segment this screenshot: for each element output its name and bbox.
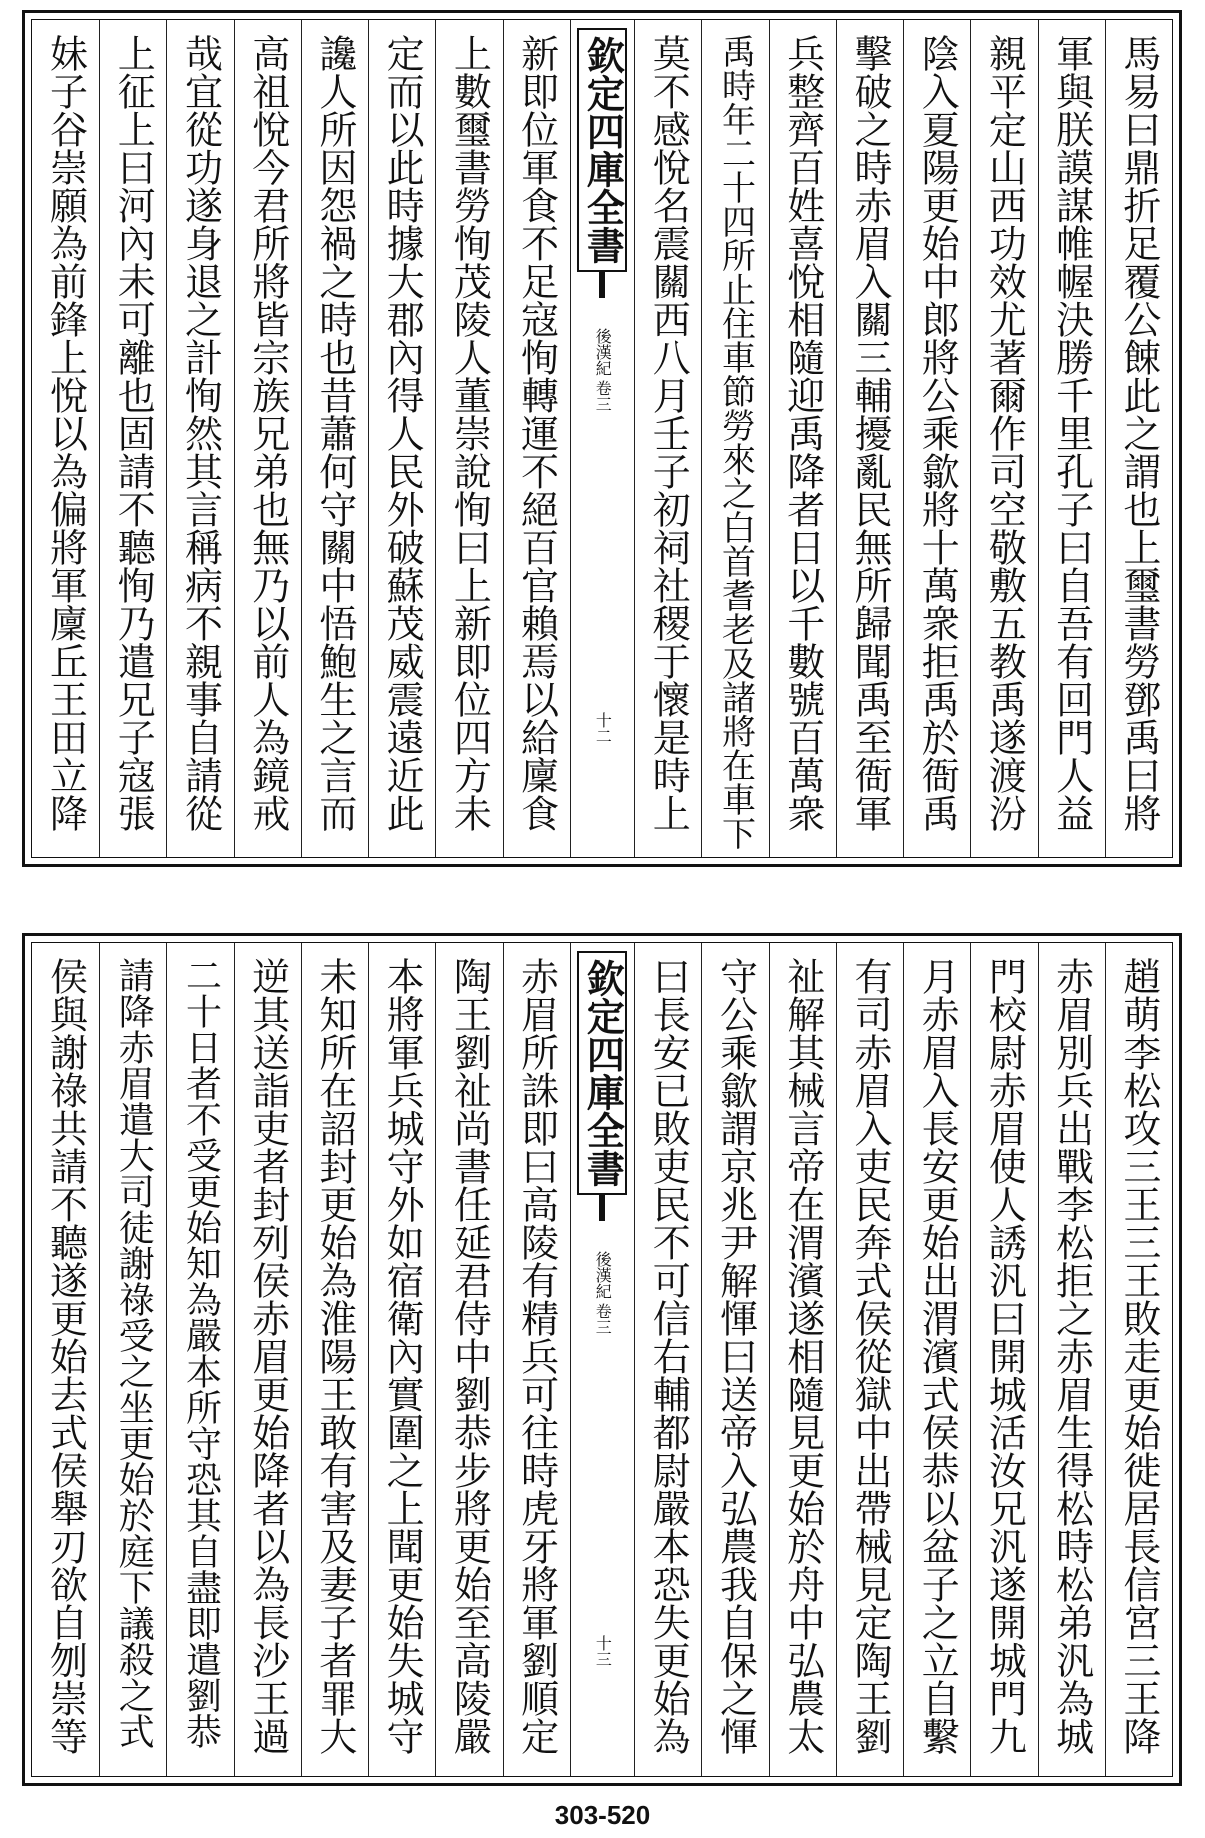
column-text: 擊破之時赤眉入關三輔擾亂民無所歸聞禹至衙軍 [847,34,892,832]
page-fold-margin [570,943,634,1776]
text-column [634,943,701,1776]
column-text: 莫不感悅名震關西八月壬子初祠社稷于懷是時上 [646,34,691,832]
column-text: 馬易曰鼎折足覆公餗此之謂也上璽書勞鄧禹曰將 [1116,34,1161,832]
chapter-title: 後漢紀 [593,1251,613,1299]
column-text: 軍與朕謨謀帷幄決勝千里孔子曰自吾有回門人益 [1049,34,1094,832]
text-column [1105,943,1172,1776]
text-column [970,943,1037,1776]
column-text: 月赤眉入長安更始出渭濱式侯恭以盆子之立自繫 [915,957,960,1755]
text-column [503,943,570,1776]
column-text: 請降赤眉遣大司徒謝祿受之坐更始於庭下議殺之式 [113,957,155,1749]
page-fold-margin [570,20,634,857]
text-column [701,943,768,1776]
text-column [301,943,368,1776]
column-text: 讒人所因怨禍之時也昔蕭何守關中悟鮑生之言而 [312,34,357,832]
column-text: 本將軍兵城守外如宿衛內實圍之上聞更始失城守 [380,957,425,1755]
text-column [435,20,502,857]
column-text: 二十日者不受更始知為嚴本所守恐其自盡即遣劉恭 [180,957,222,1749]
text-column [1105,20,1172,857]
column-text: 上征上曰河內未可離也固請不聽恂乃遣兄子寇張 [111,34,156,832]
column-text: 門校尉赤眉使人誘汎曰開城活汝兄汎遂開城門九 [982,957,1027,1755]
column-text: 陶王劉祉尚書任延君侍中劉恭步將更始至高陵嚴 [447,957,492,1755]
text-column [634,20,701,857]
fold-line [599,272,605,298]
text-column [301,20,368,857]
bottom-page [22,933,1182,1786]
column-text: 陰入夏陽更始中郎將公乘歙將十萬衆拒禹於衙禹 [915,34,960,832]
text-column [166,943,233,1776]
folio-number: 十三 [593,1635,613,1667]
text-column [234,20,301,857]
column-text: 曰長安已敗吏民不可信右輔都尉嚴本恐失更始為 [646,957,691,1755]
fold-line [599,1195,605,1221]
top-page-text-block [31,19,1173,858]
column-text: 上數璽書勞恂茂陵人董崇說恂曰上新即位四方未 [447,34,492,832]
column-text: 侯與謝祿共請不聽遂更始去式侯舉刃欲自刎崇等 [43,957,88,1755]
column-text: 赤眉別兵出戰李松拒之赤眉生得松時松弟汎為城 [1049,957,1094,1755]
column-text: 赤眉所誅即曰高陵有精兵可往時虎牙將軍劉順定 [514,957,559,1755]
bottom-page-text-block [31,942,1173,1777]
text-column [970,20,1037,857]
text-column [769,20,836,857]
column-text: 哉宜從功遂身退之計恂然其言稱病不親事自請從 [178,34,223,832]
text-column [836,20,903,857]
book-title: 欽定四庫全書 [577,28,627,272]
text-column [32,943,99,1776]
column-text: 高祖悅今君所將皆宗族兄弟也無乃以前人為鏡戒 [245,34,290,832]
book-title: 欽定四庫全書 [577,951,627,1195]
text-column [701,20,768,857]
column-text: 祉解其械言帝在渭濱遂相隨見更始於舟中弘農太 [780,957,825,1755]
text-column [1038,943,1105,1776]
text-column [166,20,233,857]
column-text: 未知所在詔封更始為淮陽王敢有害及妻子者罪大 [312,957,357,1755]
text-column [769,943,836,1776]
volume-label: 卷三 [593,1303,613,1335]
catalog-number: 303-520 [554,1800,651,1830]
column-text: 守公乘歙謂京兆尹解惲曰送帝入弘農我自保之惲 [713,957,758,1755]
text-column [503,20,570,857]
folio-number: 十二 [593,712,613,744]
text-column [368,943,435,1776]
column-text: 定而以此時據大郡內得人民外破蘇茂威震遠近此 [380,34,425,832]
volume-label: 卷三 [593,380,613,412]
top-page [22,10,1182,867]
text-column [368,20,435,857]
column-text: 新即位軍食不足寇恂轉運不絕百官賴焉以給廩食 [514,34,559,832]
column-text: 兵整齊百姓喜悅相隨迎禹降者日以千數號百萬衆 [780,34,825,832]
column-text: 妹子谷崇願為前鋒上悅以為偏將軍廩丘王田立降 [43,34,88,832]
text-column [903,20,970,857]
column-text: 趙萌李松攻三王三王敗走更始徙居長信宮三王降 [1116,957,1161,1755]
text-column [435,943,502,1776]
column-text: 有司赤眉入吏民奔式侯從獄中出帶械見定陶王劉 [847,957,892,1755]
text-column [32,20,99,857]
column-text: 親平定山西功效尤著爾作司空敬敷五教禹遂渡汾 [982,34,1027,832]
column-text: 逆其送詣吏者封列侯赤眉更始降者以為長沙王過 [245,957,290,1755]
text-column [99,20,166,857]
text-column [1038,20,1105,857]
column-text: 禹時年二十四所止住車節勞來之白首耆老及諸將在車下 [715,34,756,850]
text-column [903,943,970,1776]
text-column [836,943,903,1776]
text-column [99,943,166,1776]
text-column [234,943,301,1776]
chapter-title: 後漢紀 [593,328,613,376]
